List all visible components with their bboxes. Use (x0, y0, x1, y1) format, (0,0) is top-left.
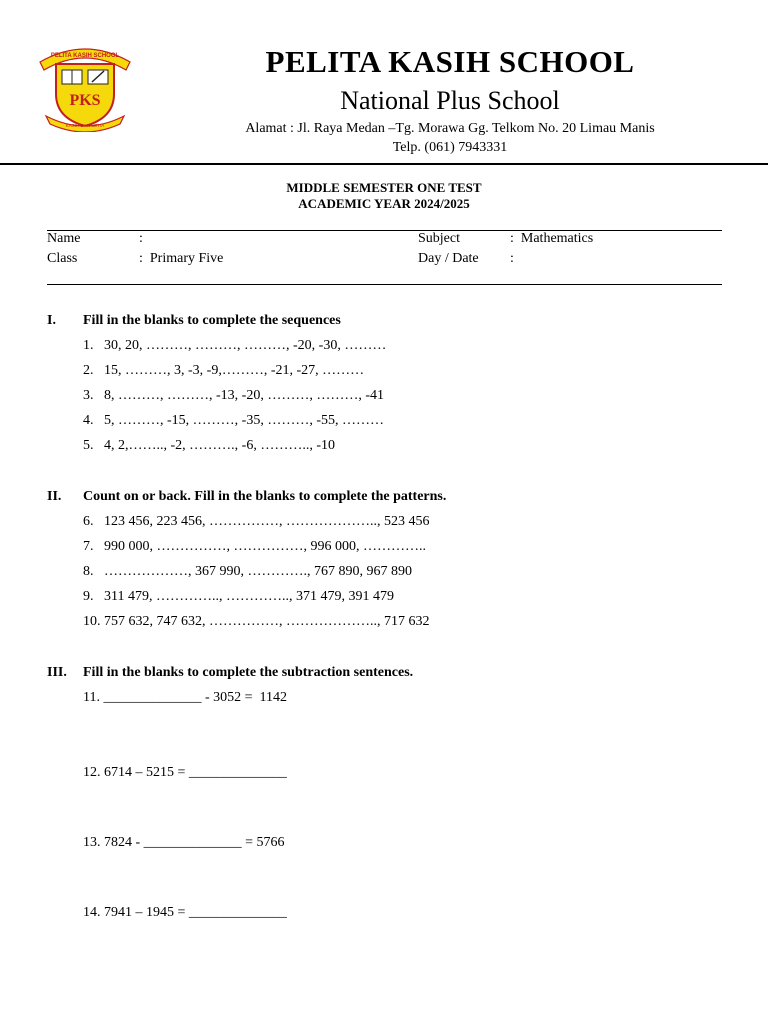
question-9: 9. 311 479, ………….., ………….., 371 479, 391 479 (83, 589, 394, 604)
school-address: Alamat : Jl. Raya Medan –Tg. Morawa Gg. Telkom No. 20 Limau Manis (245, 121, 655, 136)
name-field: : (139, 231, 143, 246)
logo-ribbon-text: PELITA KASIH SCHOOL (50, 53, 120, 59)
test-title-line2: ACADEMIC YEAR 2024/2025 (298, 196, 470, 211)
header-divider (0, 163, 768, 165)
question-10: 10. 757 632, 747 632, ……………, ……………….., 717 632 (83, 614, 430, 629)
subject-field: : Mathematics (510, 231, 594, 246)
question-12: 12. 6714 – 5215 = ______________ (83, 765, 287, 780)
section-1-number: I. (47, 313, 56, 328)
question-3: 3. 8, ………, ………, -13, -20, ………, ………, -41 (83, 388, 384, 403)
section-2-number: II. (47, 489, 62, 504)
question-2: 2. 15, ………, 3, -3, -9,………, -21, -27, ……… (83, 363, 365, 378)
section-1-title: Fill in the blanks to complete the sequences (83, 313, 341, 328)
question-13: 13. 7824 - ______________ = 5766 (83, 835, 285, 850)
school-phone: Telp. (061) 7943331 (392, 140, 508, 155)
question-6: 6. 123 456, 223 456, ……………, ……………….., 523 456 (83, 514, 430, 529)
question-8: 8. ………………, 367 990, …………., 767 890, 967 890 (83, 564, 412, 579)
question-1: 1. 30, 20, ………, ………, ………, -20, -30, ……… (83, 338, 387, 353)
test-title-line1: MIDDLE SEMESTER ONE TEST (286, 180, 482, 195)
question-7: 7. 990 000, ……………, ……………, 996 000, ………….. (83, 539, 426, 554)
section-2-title: Count on or back. Fill in the blanks to complete the patterns. (83, 489, 447, 504)
school-logo (36, 40, 134, 132)
date-label: Day / Date (418, 251, 479, 266)
school-subtitle: National Plus School (340, 86, 560, 115)
class-field: : Primary Five (139, 251, 224, 266)
question-4: 4. 5, ………, -15, ………, -35, ………, -55, ……… (83, 413, 384, 428)
school-name: PELITA KASIH SCHOOL (265, 44, 635, 79)
subject-label: Subject (418, 231, 460, 246)
date-field: : (510, 251, 514, 266)
question-14: 14. 7941 – 1945 = ______________ (83, 905, 287, 920)
question-11: 11. ______________ - 3052 = 1142 (83, 690, 288, 705)
logo-initials: PKS (69, 92, 101, 109)
logo-motto: KASIH DAN SETIA (65, 123, 105, 128)
class-label: Class (47, 251, 78, 266)
test-title (0, 180, 768, 212)
section-3-number: III. (47, 665, 67, 680)
info-top-rule (47, 230, 722, 231)
question-5: 5. 4, 2,…….., -2, ………., -6, ……….., -10 (83, 438, 335, 453)
name-label: Name (47, 231, 81, 246)
section-3-title: Fill in the blanks to complete the subtraction sentences. (83, 665, 414, 680)
info-bottom-rule (47, 284, 722, 285)
